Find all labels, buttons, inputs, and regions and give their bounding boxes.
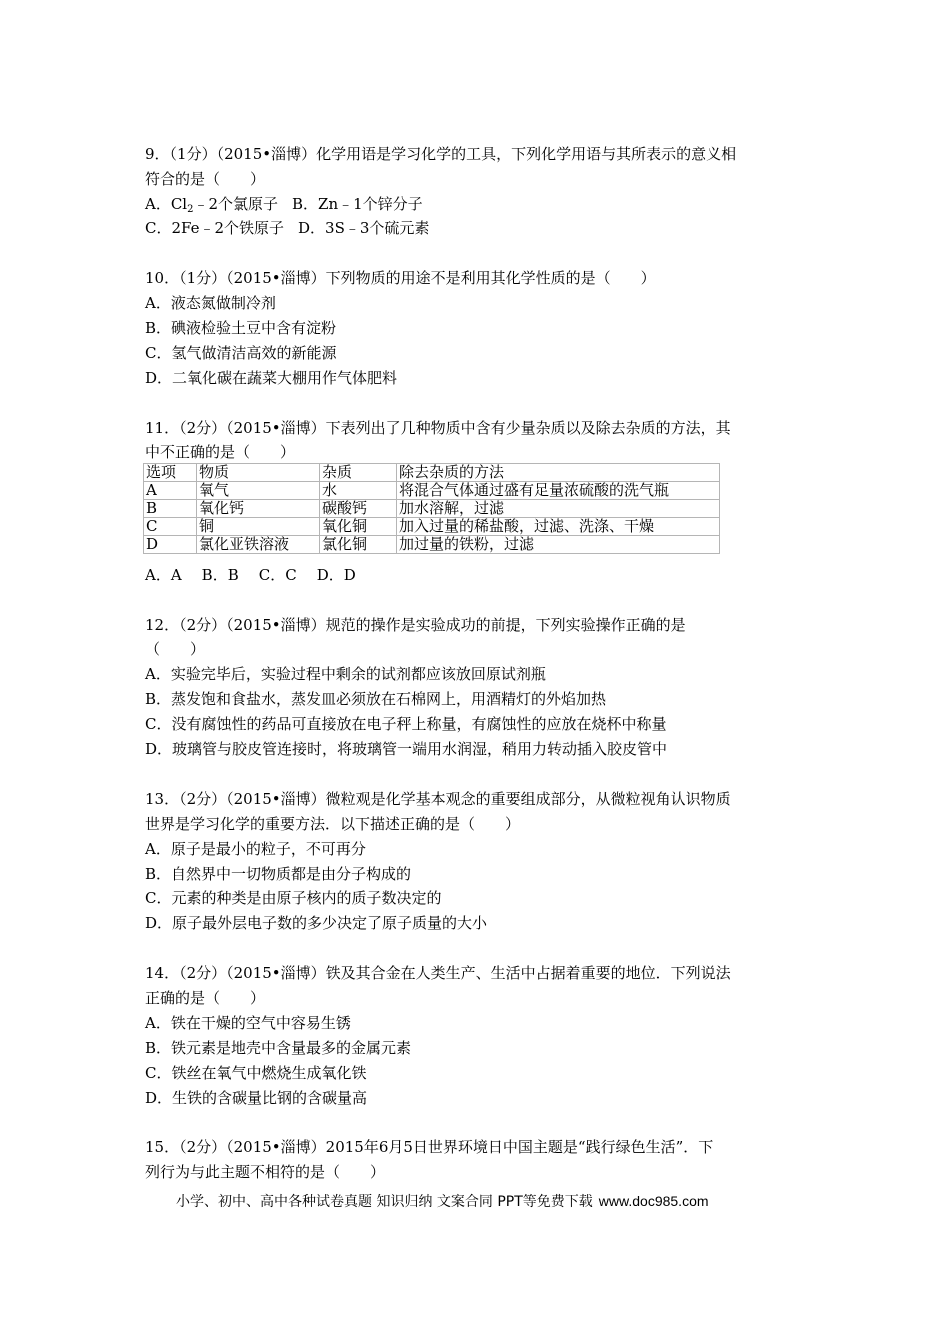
- table-header-cell: 物质: [197, 464, 320, 482]
- q12-option-b: B．蒸发饱和食盐水，蒸发皿必须放在石棉网上，用酒精灯的外焰加热: [145, 690, 607, 708]
- table-header-cell: 杂质: [320, 464, 397, 482]
- table-cell: 加入过量的稀盐酸，过滤、洗涤、干燥: [397, 518, 720, 536]
- q13-option-c: C．元素的种类是由原子核内的质子数决定的: [145, 889, 442, 907]
- table-cell: 氧化铜: [320, 518, 397, 536]
- q9-stem-line1: 9．（1分）（2015•淄博）化学用语是学习化学的工具，下列化学用语与其所表示的意义相: [145, 145, 737, 163]
- q15-stem-line1: 15．（2分）（2015•淄博）2015年6月5日世界环境日中国主题是“践行绿色生活”．下: [145, 1138, 714, 1156]
- q12-stem-line2: （ ）: [145, 640, 206, 658]
- table-header-row: [144, 464, 720, 482]
- q13-stem-line1: 13．（2分）（2015•淄博）微粒观是化学基本观念的重要组成部分，从微粒视角认识物质: [145, 790, 731, 808]
- q14-stem-line1: 14．（2分）（2015•淄博）铁及其合金在人类生产、生活中占据着重要的地位．下列说法: [145, 964, 731, 982]
- table-cell: 加过量的铁粉，过滤: [397, 536, 720, 554]
- q9-option-c: C．2Fe﹣2个铁原子: [145, 219, 285, 237]
- q12-option-a: A．实验完毕后，实验过程中剩余的试剂都应该放回原试剂瓶: [145, 665, 546, 683]
- page-footer: [176, 1191, 709, 1211]
- q13-option-b: B．自然界中一切物质都是由分子构成的: [145, 865, 412, 883]
- footer-text: 小学、初中、高中各种试卷真题 知识归纳 文案合同 PPT等免费下载: [176, 1194, 593, 1210]
- footer-site-link[interactable]: www.doc985.com: [598, 1193, 709, 1209]
- q11-stem-line2: 中不正确的是（ ）: [145, 443, 296, 461]
- q13-option-a: A．原子是最小的粒子，不可再分: [145, 840, 366, 858]
- table-cell: 氯化铜: [320, 536, 397, 554]
- q13-stem-line2: 世界是学习化学的重要方法．以下描述正确的是（ ）: [145, 815, 521, 833]
- table-cell: 将混合气体通过盛有足量浓硫酸的洗气瓶: [397, 482, 720, 500]
- table-row: [144, 536, 720, 554]
- q10-stem: 10．（1分）（2015•淄博）下列物质的用途不是利用其化学性质的是（ ）: [145, 269, 656, 287]
- table-row: [144, 482, 720, 500]
- q10-option-d: D．二氧化碳在蔬菜大棚用作气体肥料: [145, 369, 398, 387]
- q11-options: [145, 565, 356, 585]
- table-cell: 铜: [197, 518, 320, 536]
- q10-option-b: B．碘液检验土豆中含有淀粉: [145, 319, 337, 337]
- q14-option-c: C．铁丝在氧气中燃烧生成氧化铁: [145, 1064, 367, 1082]
- q9-options-ab: [145, 194, 423, 220]
- q12-stem-line1: 12．（2分）（2015•淄博）规范的操作是实验成功的前提，下列实验操作正确的是: [145, 616, 686, 634]
- q10-option-a: A．液态氮做制冷剂: [145, 294, 276, 312]
- q11-option-c: C．C: [258, 566, 297, 584]
- table-cell: B: [144, 500, 197, 518]
- table-cell: 氯化亚铁溶液: [197, 536, 320, 554]
- q9-stem-line2: 符合的是（ ）: [145, 170, 266, 188]
- table-row: [144, 500, 720, 518]
- impurity-table: [143, 463, 720, 554]
- q9-option-d: D．3S﹣3个硫元素: [298, 219, 430, 237]
- table-cell: D: [144, 536, 197, 554]
- q10-option-c: C．氢气做清洁高效的新能源: [145, 344, 337, 362]
- table-header-cell: 选项: [144, 464, 197, 482]
- q12-option-c: C．没有腐蚀性的药品可直接放在电子秤上称量，有腐蚀性的应放在烧杯中称量: [145, 715, 667, 733]
- q14-option-d: D．生铁的含碳量比钢的含碳量高: [145, 1089, 368, 1107]
- table-header-cell: 除去杂质的方法: [397, 464, 720, 482]
- q14-stem-line2: 正确的是（ ）: [145, 989, 266, 1007]
- q11-stem-line1: 11．（2分）（2015•淄博）下表列出了几种物质中含有少量杂质以及除去杂质的方法，其: [145, 419, 731, 437]
- table-cell: 氧化钙: [197, 500, 320, 518]
- table-cell: 碳酸钙: [320, 500, 397, 518]
- q12-option-d: D．玻璃管与胶皮管连接时，将玻璃管一端用水润湿，稍用力转动插入胶皮管中: [145, 740, 668, 758]
- table-cell: 水: [320, 482, 397, 500]
- q11-option-a: A．A: [145, 566, 182, 584]
- q14-option-a: A．铁在干燥的空气中容易生锈: [145, 1014, 351, 1032]
- table-row: [144, 518, 720, 536]
- q9-option-b: B．Zn﹣1个锌分子: [292, 195, 423, 213]
- q13-option-d: D．原子最外层电子数的多少决定了原子质量的大小: [145, 914, 488, 932]
- q11-option-d: D．D: [316, 566, 356, 584]
- q9-options-cd: [145, 218, 429, 238]
- table-cell: 氧气: [197, 482, 320, 500]
- q11-option-b: B．B: [201, 566, 239, 584]
- table-cell: C: [144, 518, 197, 536]
- table-cell: A: [144, 482, 197, 500]
- q14-option-b: B．铁元素是地壳中含量最多的金属元素: [145, 1039, 412, 1057]
- table-cell: 加水溶解，过滤: [397, 500, 720, 518]
- q9-option-a: A．$Cl_2﹣2$个氯原子: [145, 195, 279, 215]
- q15-stem-line2: 列行为与此主题不相符的是（ ）: [145, 1163, 386, 1181]
